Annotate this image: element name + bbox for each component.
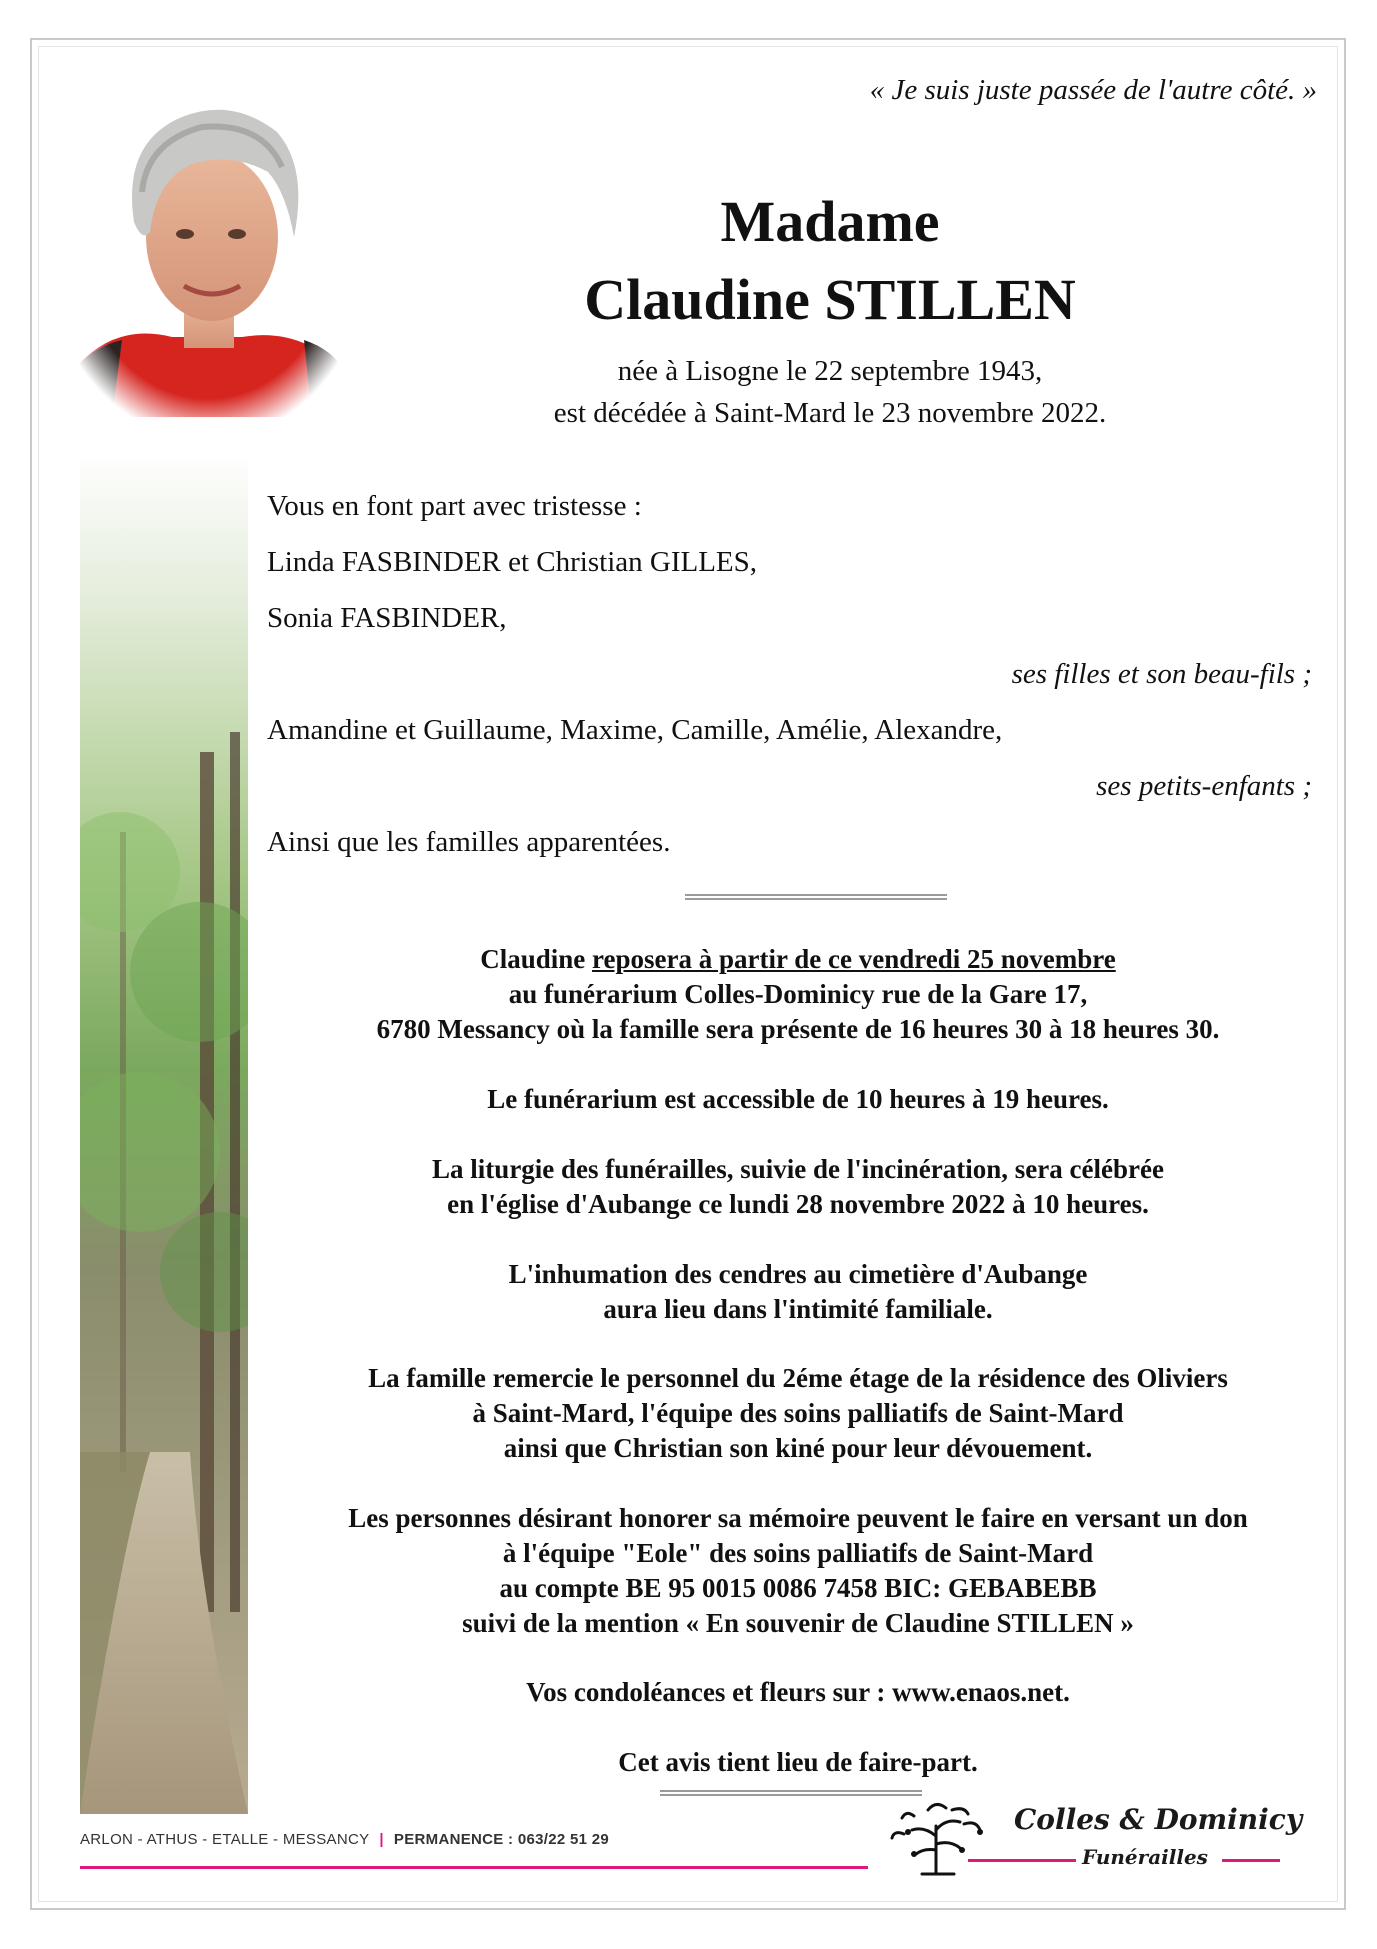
family-line-daughters-1: Linda FASBINDER et Christian GILLES, [267, 546, 758, 578]
burial-line-2: aura lieu dans l'intimité familiale. [603, 1294, 993, 1324]
notice-line: Cet avis tient lieu de faire-part. [618, 1747, 978, 1777]
viewing-line-1 [268, 942, 1328, 977]
brand-accent-right [1222, 1859, 1280, 1862]
separator-bottom [660, 1790, 922, 1796]
relation-daughters: ses filles et son beau-fils ; [1011, 658, 1312, 690]
portrait-photo [72, 72, 344, 417]
honorific: Madame [720, 189, 940, 254]
death-line: est décédée à Saint-Mard le 23 novembre 2022. [553, 397, 1107, 429]
thanks-line-3: ainsi que Christian son kiné pour leur dévouement. [503, 1433, 1093, 1463]
viewing-date: reposera à partir de ce vendredi 25 novembre [592, 944, 1116, 974]
donation-line-1: Les personnes désirant honorer sa mémoire peuvent le faire en versant un don [348, 1503, 1248, 1533]
family-intro: Vous en font part avec tristesse : [267, 490, 642, 522]
footer-info [80, 1831, 609, 1848]
viewing-name: Claudine [480, 944, 593, 974]
brand-name: Colles & Dominicy [1014, 1803, 1303, 1836]
donation-line-4: suivi de la mention « En souvenir de Claudine STILLEN » [462, 1608, 1134, 1638]
footer-locations: ARLON - ATHUS - ETALLE - MESSANCY [80, 1831, 370, 1848]
birth-death-info [330, 350, 1330, 434]
footer-accent-line [80, 1866, 868, 1869]
donation-line-3: au compte BE 95 0015 0086 7458 BIC: GEBABEBB [499, 1573, 1097, 1603]
donation-line-2: à l'équipe "Eole" des soins palliatifs de Saint-Mard [502, 1538, 1094, 1568]
family-line-relatives: Ainsi que les familles apparentées. [267, 826, 671, 858]
burial-line-1: L'inhumation des cendres au cimetière d'Aubange [508, 1259, 1088, 1289]
viewing-line-2: au funérarium Colles-Dominicy rue de la Gare 17, [508, 979, 1088, 1009]
family-line-daughters-2: Sonia FASBINDER, [267, 602, 507, 634]
thanks-line-1: La famille remercie le personnel du 2éme étage de la résidence des Oliviers [368, 1363, 1228, 1393]
liturgy-line-2: en l'église d'Aubange ce lundi 28 novembre 2022 à 10 heures. [447, 1189, 1149, 1219]
separator-top [685, 894, 947, 900]
birth-line: née à Lisogne le 22 septembre 1943, [617, 355, 1043, 387]
relation-grandchildren: ses petits-enfants ; [1096, 770, 1312, 802]
epitaph-quote: « Je suis juste passée de l'autre côté. » [869, 74, 1317, 106]
viewing-line-3: 6780 Messancy où la famille sera présente de 16 heures 30 à 18 heures 30. [376, 1014, 1220, 1044]
brand-subtitle: Funérailles [1082, 1845, 1208, 1869]
thanks-line-2: à Saint-Mard, l'équipe des soins palliatifs de Saint-Mard [472, 1398, 1124, 1428]
deceased-name: Claudine STILLEN [584, 267, 1076, 332]
condolences-line: Vos condoléances et fleurs sur : www.enaos.net. [526, 1677, 1070, 1707]
liturgy-line-1: La liturgie des funérailles, suivie de l'incinération, sera célébrée [432, 1154, 1164, 1184]
opening-hours: Le funérarium est accessible de 10 heures à 19 heures. [487, 1084, 1109, 1114]
footer-separator: | [379, 1831, 384, 1848]
forest-path-image [80, 452, 248, 1814]
footer-permanence: PERMANENCE : 063/22 51 29 [393, 1831, 609, 1848]
family-line-grandchildren: Amandine et Guillaume, Maxime, Camille, Amélie, Alexandre, [267, 714, 1003, 746]
brand-accent-left [968, 1859, 1076, 1862]
